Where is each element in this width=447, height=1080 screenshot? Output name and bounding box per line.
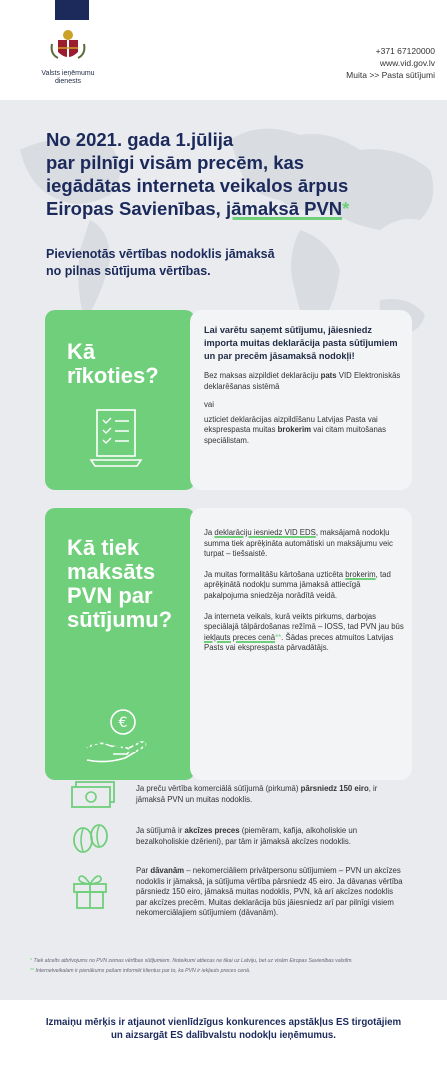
subtitle-line-1: Pievienotās vērtības nodoklis jāmaksā — [46, 247, 275, 261]
org-name — [28, 70, 108, 86]
condition-2-bold: akcīzes preces — [184, 826, 240, 835]
card1-lead: Lai varētu saņemt sūtījumu, jāiesniedz importa muitas deklarācija pasta sūtījumiem un par precēm jāsamaksā nodokļi! — [204, 325, 398, 361]
card2-p1-text-b: , maksājamā nodokļu summa tiek aprēķināta automātiski un maksājumu veic turpat – tiešsaistē. — [204, 528, 393, 559]
card1-option-1-text-a: Bez maksas aizpildiet deklarāciju — [204, 371, 321, 380]
gift-icon — [70, 870, 110, 910]
footnote-2-text: Internetveikalam ir pienākums pašam informēt klientus par to, ka PVN ir iekļauts preces cenā. — [34, 968, 251, 974]
card1-option-1-text-b: VID Elektroniskās deklarēšanas sistēmā — [204, 371, 401, 391]
condition-2-text-b: (piemēram, kafija, alkoholiskie un bezalkoholiskie dzērieni), par tām ir jāmaksā akcīzes nodoklis. — [136, 826, 358, 846]
card2-heading-line-4: sūtījumu? — [67, 607, 173, 632]
footnote-1 — [30, 958, 430, 965]
card2-p3-footnote-mark: ** — [275, 632, 282, 642]
card1-option-2-text-a: uzticiet deklarācijas aizpildīšanu Latvijas Pasta vai eksprespasta muitas — [204, 414, 378, 435]
checklist-laptop-icon — [89, 408, 143, 470]
card2-p3-text-a: Ja interneta veikals, kurā veikts pirkums, darbojas speciālajā tālpārdošanas režīmā – IOSS, tad PVN jau būs — [204, 611, 404, 632]
main-panel — [0, 100, 447, 1000]
conditions-heading: Citi nosacījumi — [46, 736, 175, 756]
card1-option-2-bold: brokerim — [277, 425, 312, 435]
footnote-1-text: Tiek atcelts atbrīvojums no PVN zemas vērtības sūtījumiem. Noteikumi attiecas ne tikai uz Latviju, bet uz visām Eiropas Savienības valstīm. — [32, 958, 353, 964]
banknotes-icon — [70, 780, 118, 810]
card2-text — [204, 528, 404, 654]
card2-p2-text-b: , tad aprēķinātā nodokļu summa jāmaksā attiecīgā pakalpojuma sniedzēja norādītā veidā. — [204, 569, 391, 600]
title-footnote-mark: * — [342, 198, 350, 219]
coffee-beans-icon — [70, 822, 110, 854]
card2-p1-text-a: Ja — [204, 528, 215, 537]
condition-gifts — [136, 866, 406, 919]
contact-block — [346, 45, 435, 81]
bottom-statement — [0, 1016, 447, 1042]
footnote-2-mark: ** — [30, 968, 35, 974]
website-link[interactable]: www.vid.gov.lv — [379, 58, 435, 68]
card2-paragraph-2 — [204, 570, 404, 602]
title-line-1: No 2021. gada 1.jūlija — [46, 129, 234, 150]
condition-3-bold: dāvanām — [150, 866, 185, 875]
card2-heading-line-1: Kā tiek — [67, 535, 140, 560]
condition-2-text-a: Ja sūtījumā ir — [136, 826, 185, 835]
card2-p3-highlight: iekļauts preces cenā — [204, 632, 276, 642]
card1-heading-line-1: Kā — [67, 339, 96, 364]
footnote-1-mark: * — [30, 958, 33, 964]
card1-text — [204, 324, 404, 447]
title-line-2: par pilnīgi visām precēm, kas — [46, 152, 305, 173]
condition-1-bold: pārsniedz 150 eiro — [300, 784, 369, 793]
condition-3-text-b: – nekomerciāliem privātpersonu sūtījumiem – PVN un akcīzes nodoklis ir jāmaksā, ja sūtījuma vērtība pārsniedz 45 eiro. Ja dāvanas vērtība pārsniedz 150 eiro, jāmaksā muitas nodoklis, PVN, kā arī akcīzes nodoklis par akcīzes precēm. Muitas deklarācija būs jāiesniedz arī par pilnīgi visiem nekomerciālajiem sūtījumiem (dāvanām). — [136, 866, 403, 917]
card-how-to-act — [45, 310, 195, 490]
bottom-line-2: un aizsargāt ES dalībvalstu nodokļu ieņēmumus. — [110, 1030, 336, 1041]
card2-p2-highlight: brokerim — [345, 569, 376, 579]
card2-heading-line-2: maksāts — [67, 559, 156, 584]
page-title — [46, 128, 426, 220]
card-how-vat-paid-heading — [67, 536, 172, 632]
card2-heading-line-3: PVN par — [67, 583, 153, 608]
card-how-to-act-text — [190, 310, 412, 490]
card-how-to-act-heading — [67, 340, 159, 388]
card1-option-1 — [204, 371, 404, 392]
card2-p1-highlight: deklarāciju iesniedz VID EDS — [214, 528, 316, 537]
subtitle-line-2: no pilnas sūtījuma vērtības. — [46, 264, 211, 278]
phone-number: +371 67120000 — [375, 46, 435, 56]
card1-or: vai — [204, 400, 214, 410]
card2-paragraph-1 — [204, 528, 404, 560]
title-line-4 — [46, 197, 426, 220]
coat-of-arms-icon — [48, 26, 88, 66]
condition-excise-goods — [136, 826, 406, 847]
org-line-1: Valsts ieņēmumu — [41, 70, 95, 77]
card2-paragraph-3 — [204, 612, 404, 654]
condition-150-euro — [136, 784, 406, 805]
title-line-3: iegādātas interneta veikalos ārpus — [46, 175, 349, 196]
condition-1-text-b: , ir jāmaksā PVN un muitas nodoklis. — [136, 784, 378, 804]
card1-option-1-bold: pats — [320, 371, 337, 380]
card-how-vat-paid-text — [190, 508, 412, 780]
card1-heading-line-2: rīkoties? — [67, 363, 159, 388]
condition-1-text-a: Ja preču vērtība komerciālā sūtījumā (pirkumā) — [136, 784, 301, 793]
subtitle — [46, 246, 406, 280]
card1-option-2 — [204, 415, 404, 447]
title-line-4-part-a: Eiropas Savienības, — [46, 198, 221, 219]
footnote-2 — [30, 968, 430, 975]
header — [0, 0, 447, 100]
condition-3-text-a: Par — [136, 866, 151, 875]
card1-option-2-text-b: vai citam muitošanas speciālistam. — [204, 425, 387, 445]
org-line-2: dienests — [54, 78, 82, 85]
card2-p3-text-b: . Šādas preces atmuitos Latvijas Pasts vai eksprespasta pārvadātājs. — [204, 632, 394, 653]
title-highlight: jāmaksā PVN — [225, 198, 343, 219]
bottom-line-1: Izmaiņu mērķis ir atjaunot vienlīdzīgus konkurences apstākļus ES tirgotājiem — [45, 1017, 402, 1028]
card2-p2-text-a: Ja muitas formalitāšu kārtošana uzticēta — [204, 569, 346, 579]
breadcrumb[interactable]: Muita >> Pasta sūtījumi — [346, 70, 435, 80]
eu-flag-icon — [55, 0, 89, 20]
svg-text:€: € — [118, 715, 128, 731]
